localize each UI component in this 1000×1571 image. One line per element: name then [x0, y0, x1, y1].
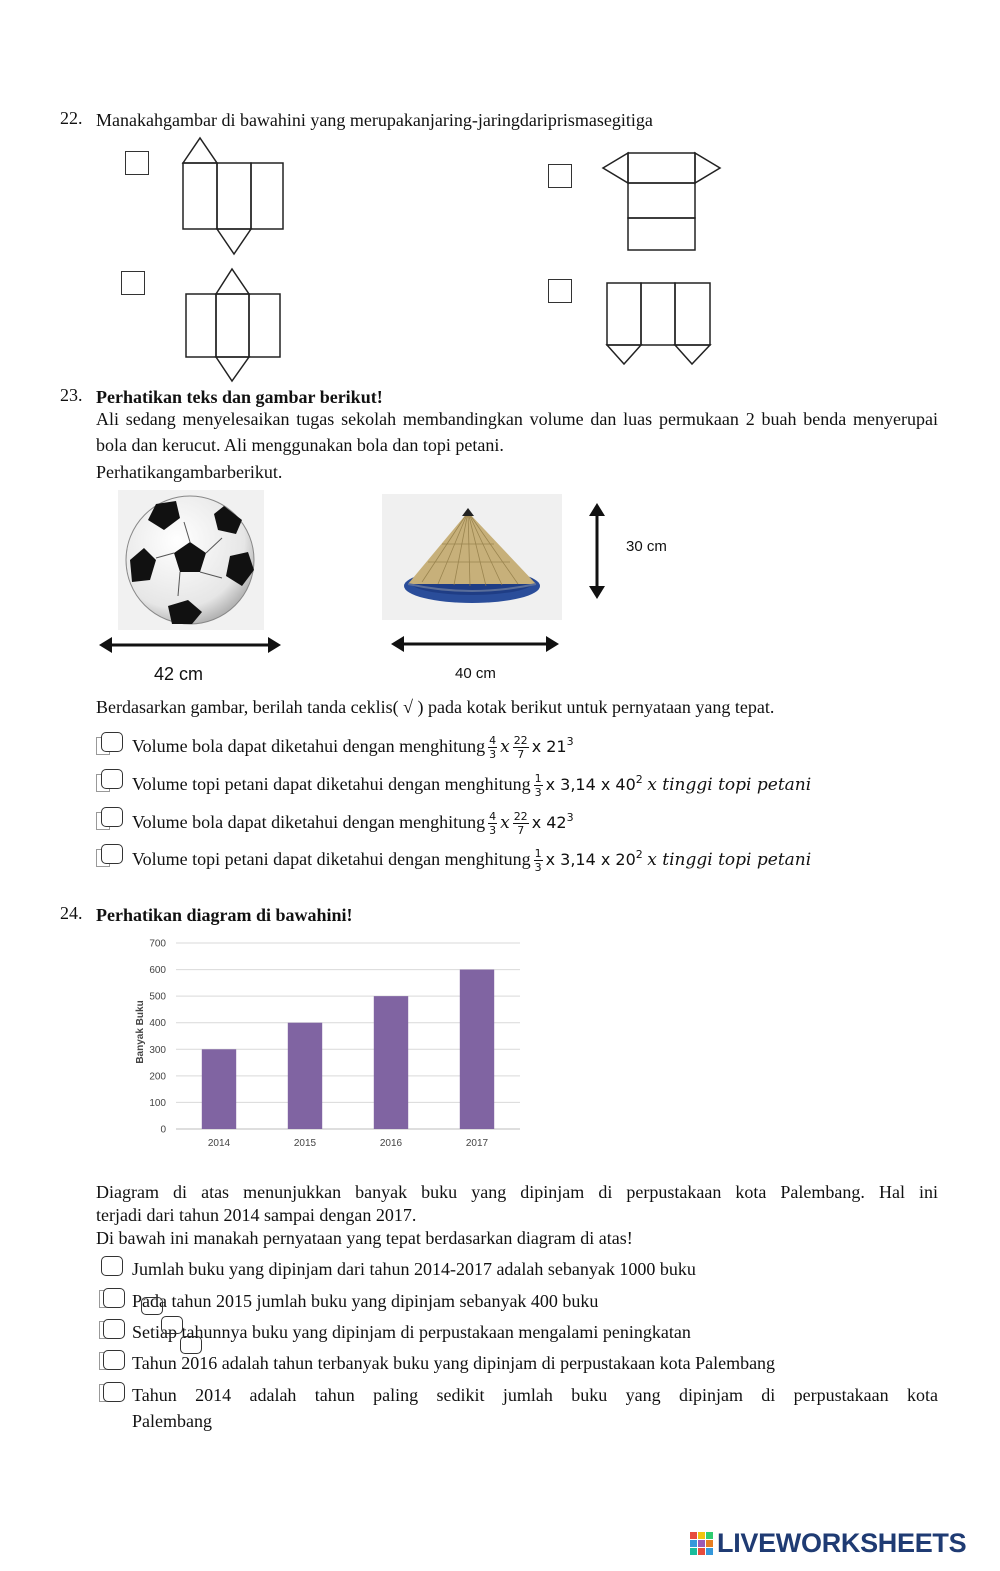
ball-width-label: 42 cm — [154, 664, 204, 684]
q23-option-4-text: Volume topi petani dapat diketahui dengan menghitung — [132, 849, 531, 869]
q22-question: Manakahgambar di bawahini yang merupakanjaring-jaringdariprismasegitiga — [96, 110, 653, 130]
y-tick-label: 300 — [149, 1044, 166, 1056]
denominator: 7 — [517, 824, 525, 838]
numerator: 1 — [534, 847, 542, 861]
fraction — [534, 772, 543, 799]
exponent: 3 — [566, 735, 574, 748]
denominator: 3 — [489, 824, 497, 838]
q23-number: 23. — [60, 385, 83, 405]
numerator: 4 — [489, 734, 497, 748]
y-tick-label: 100 — [149, 1097, 166, 1109]
net-option-b-image — [600, 150, 726, 254]
y-tick-label: 500 — [149, 991, 166, 1003]
math-term: x 42 — [531, 813, 567, 832]
bar-chart — [130, 932, 530, 1154]
denominator: 7 — [517, 748, 525, 762]
q22-option-d-checkbox[interactable] — [548, 279, 572, 303]
y-tick-label: 200 — [149, 1071, 166, 1083]
q23-option-1-checkbox[interactable] — [101, 732, 123, 752]
chart-x-ticks — [208, 1138, 489, 1149]
fraction — [513, 810, 529, 837]
q24-option-5-line2: Palembang — [132, 1411, 212, 1431]
q23-option-1-text: Volume bola dapat diketahui dengan menghitung — [132, 736, 486, 756]
bar-2017 — [460, 970, 494, 1129]
math-term: x 3,14 x 20 — [545, 850, 636, 869]
q23-subheading: Perhatikangambarberikut. — [96, 462, 283, 482]
y-tick-label: 700 — [149, 938, 166, 950]
stray-box — [161, 1316, 183, 1334]
q24-option-5-line1-text: Tahun 2014 adalah tahun paling sedikit jumlah buku yang dipinjam di perpustakaan kota — [132, 1385, 938, 1405]
q24-option-5-checkbox[interactable] — [103, 1382, 125, 1402]
y-tick-label: 0 — [160, 1124, 166, 1136]
x-tick-label: 2014 — [207, 1138, 231, 1149]
q22-option-b-checkbox[interactable] — [548, 164, 572, 188]
y-tick-label: 400 — [149, 1018, 166, 1030]
q22-option-a-checkbox[interactable] — [125, 151, 149, 175]
bar-2015 — [288, 1023, 322, 1129]
q24-option-4-checkbox[interactable] — [103, 1350, 125, 1370]
bar-2016 — [374, 996, 408, 1129]
denominator: 3 — [534, 861, 542, 875]
fraction — [513, 734, 529, 761]
fraction — [488, 734, 497, 761]
q23-option-3 — [132, 806, 574, 837]
q24-paragraph-line2: terjadi dari tahun 2014 sampai dengan 2017. — [96, 1205, 417, 1225]
exponent: 2 — [635, 848, 643, 861]
liveworksheets-logo — [690, 1528, 966, 1559]
times-sign: x — [500, 813, 510, 833]
fraction — [488, 810, 497, 837]
q23-option-4-checkbox[interactable] — [101, 844, 123, 864]
q24-instruction: Di bawah ini manakah pernyataan yang tepat berdasarkan diagram di atas! — [96, 1228, 633, 1248]
farmer-hat-image — [382, 494, 562, 620]
exponent: 2 — [635, 773, 643, 786]
q24-number: 24. — [60, 903, 83, 923]
q23-option-4 — [132, 843, 811, 874]
q24-option-1: Jumlah buku yang dipinjam dari tahun 2014-2017 adalah sebanyak 1000 buku — [132, 1259, 696, 1279]
chart-y-label: Banyak Buku — [135, 1000, 146, 1064]
denominator: 3 — [534, 786, 542, 800]
q24-paragraph-line1 — [96, 1180, 938, 1204]
height-arrow — [585, 502, 609, 600]
q23-option-2 — [132, 768, 811, 799]
hat-width-label: 40 cm — [455, 665, 496, 682]
net-option-a-image — [178, 135, 288, 257]
q23-option-3-checkbox[interactable] — [101, 807, 123, 827]
math-term: x 3,14 x 40 — [545, 775, 636, 794]
y-tick-label: 600 — [149, 965, 166, 977]
stray-box — [141, 1297, 163, 1315]
q24-paragraph-line1-text: Diagram di atas menunjukkan banyak buku yang dipinjam di perpustakaan kota Palembang. Hal ini — [96, 1182, 938, 1202]
times-sign: x — [500, 737, 510, 757]
liveworksheets-logo-icon — [690, 1532, 714, 1556]
liveworksheets-brand-text: LIVEWORKSHEETS — [717, 1528, 967, 1558]
numerator: 1 — [534, 772, 542, 786]
q24-option-2-checkbox[interactable] — [103, 1288, 125, 1308]
numerator: 22 — [513, 810, 528, 824]
net-option-d-image — [604, 280, 714, 368]
q23-heading: Perhatikan teks dan gambar berikut! — [96, 387, 383, 407]
chart-y-ticks — [149, 939, 166, 1136]
q22-number: 22. — [60, 108, 83, 128]
q23-option-1 — [132, 730, 574, 761]
q24-option-4: Tahun 2016 adalah tahun terbanyak buku yang dipinjam di perpustakaan kota Palembang — [132, 1353, 776, 1373]
numerator: 22 — [513, 734, 528, 748]
q24-option-5-line1 — [132, 1383, 938, 1407]
q24-option-2: Pada tahun 2015 jumlah buku yang dipinjam sebanyak 400 buku — [132, 1291, 599, 1311]
q23-option-2-text: Volume topi petani dapat diketahui dengan menghitung — [132, 774, 531, 794]
q23-intro: Ali sedang menyelesaikan tugas sekolah membandingkan volume dan luas permukaan 2 buah benda menyerupai bola dan kerucut. Ali menggunakan bola dan topi petani. — [96, 409, 938, 455]
exponent: 3 — [566, 811, 574, 824]
x-tick-label: 2017 — [465, 1138, 489, 1149]
denominator: 3 — [489, 748, 497, 762]
ball-width-arrow — [98, 634, 282, 656]
bar-2014 — [202, 1049, 236, 1129]
x-tick-label: 2015 — [293, 1138, 317, 1149]
q22-option-c-checkbox[interactable] — [121, 271, 145, 295]
x-tick-label: 2016 — [379, 1138, 403, 1149]
soccer-ball-image — [118, 490, 264, 630]
q23-instruction: Berdasarkan gambar, berilah tanda ceklis( √ ) pada kotak berikut untuk pernyataan yang tepat. — [96, 697, 775, 717]
q24-option-1-checkbox[interactable] — [101, 1256, 123, 1276]
q24-option-3: Setiap tahunnya buku yang dipinjam di perpustakaan mengalami peningkatan — [132, 1322, 691, 1342]
numerator: 4 — [489, 810, 497, 824]
q24-heading: Perhatikan diagram di bawahini! — [96, 905, 353, 925]
math-tail: x tinggi topi petani — [647, 775, 812, 795]
math-term: x 21 — [531, 737, 567, 756]
height-label: 30 cm — [626, 538, 667, 555]
fraction — [534, 847, 543, 874]
hat-width-arrow — [390, 633, 560, 655]
q23-option-2-checkbox[interactable] — [101, 769, 123, 789]
q24-option-3-checkbox[interactable] — [103, 1319, 125, 1339]
q23-option-3-text: Volume bola dapat diketahui dengan menghitung — [132, 812, 486, 832]
net-option-c-image — [182, 266, 284, 384]
math-tail: x tinggi topi petani — [647, 850, 812, 870]
